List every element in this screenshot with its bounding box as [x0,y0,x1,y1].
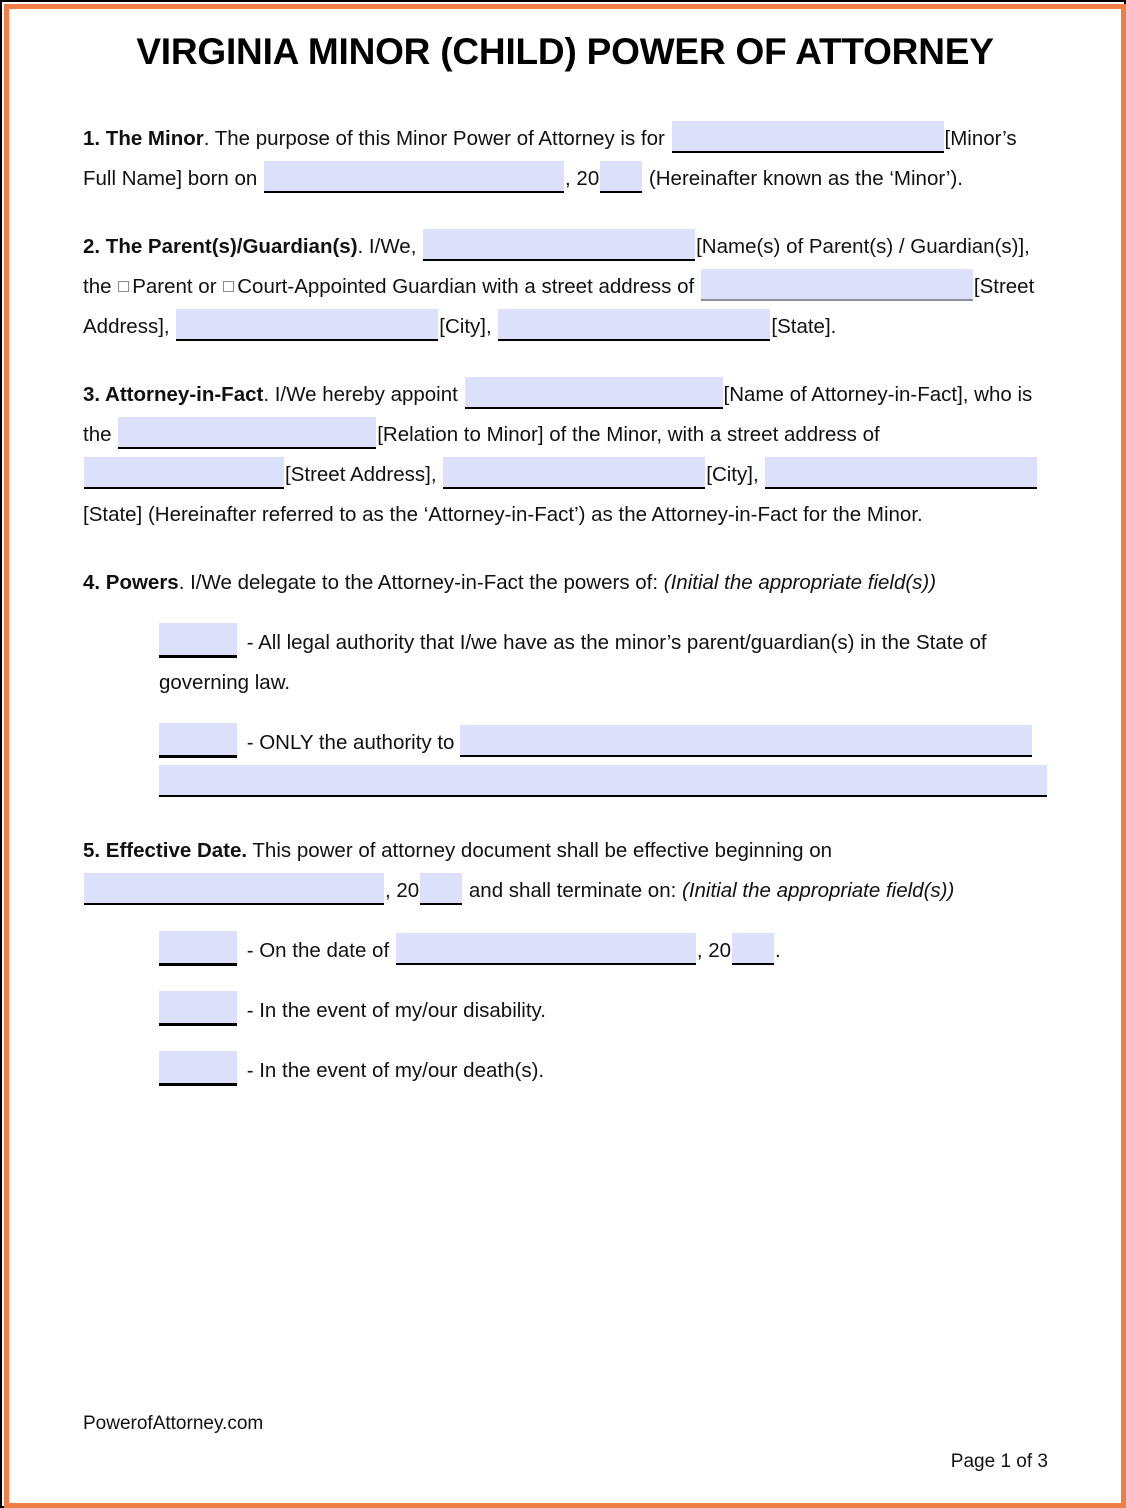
effective-year-field[interactable] [420,873,462,905]
section-effective-date-text-2: , 20 [385,879,420,902]
section-minor-text-4: (Hereinafter known as the ‘Minor’). [643,167,964,190]
checkbox-court-appointed-guardian[interactable] [223,281,234,292]
effective-date-initial-instruction: (Initial the appropriate field(s)) [682,879,955,902]
powers-only-authority-text-line-1[interactable] [460,725,1032,757]
parent-street-address-field[interactable] [701,269,973,301]
aif-street-address-field[interactable] [84,457,284,489]
powers-option-all-authority [83,623,1048,703]
termination-death-label: - In the event of my/our death(s). [241,1059,545,1082]
section-powers-heading: 4. Powers [83,571,179,594]
section-parents-heading: 2. The Parent(s)/Guardian(s) [83,235,358,258]
spacer [83,703,1048,723]
section-effective-date-paragraph [83,831,1048,911]
effective-date-field[interactable] [84,873,384,905]
document-content [83,119,1048,1091]
termination-option-death [83,1051,1048,1091]
minor-birth-year-field[interactable] [600,161,642,193]
spacer [83,1031,1048,1051]
section-aif-text-2: [Name of Attorney-in-Fact], who is the [83,383,1033,446]
termination-death-initial-field[interactable] [159,1051,237,1086]
powers-initial-instruction: (Initial the appropriate field(s)) [663,571,937,594]
section-parents-text-1: . I/We, [357,235,423,258]
powers-only-authority-line-2-row [83,763,1048,803]
section-aif-text-4: [Street Address], [285,463,443,486]
powers-all-authority-initial-field[interactable] [159,623,237,658]
section-aif-paragraph [83,375,1048,535]
spacer [83,971,1048,991]
powers-only-authority-text-line-2[interactable] [159,765,1047,797]
powers-option-only-authority [83,723,1048,763]
checkbox-parent[interactable] [118,281,129,292]
section-powers-paragraph [83,563,1048,603]
section-minor-text-2: [Minor’s Full Name] born on [83,127,1017,190]
section-powers-text-1: . I/We delegate to the Attorney-in-Fact the powers of: [178,571,664,594]
termination-year-field[interactable] [732,933,774,965]
parent-names-field[interactable] [423,229,695,261]
section-powers [83,563,1048,803]
minor-full-name-field[interactable] [672,121,944,153]
termination-on-date-initial-field[interactable] [159,931,237,966]
section-parents-text-2: [Name(s) of Parent(s) / Guardian(s)], the [83,235,1030,298]
section-attorney-in-fact [83,375,1048,535]
aif-city-field[interactable] [443,457,705,489]
footer-page-number: Page 1 of 3 [950,1451,1048,1472]
section-aif-text-1: . I/We hereby appoint [263,383,464,406]
section-aif-text-6: [State] (Hereinafter referred to as the ‘Attorney-in-Fact’) as the Attorney-in-Fact for the Minor. [83,503,923,526]
termination-date-field[interactable] [396,933,696,965]
parent-city-field[interactable] [176,309,438,341]
spacer [83,535,1048,563]
spacer [83,347,1048,375]
termination-disability-label: - In the event of my/our disability. [241,999,546,1022]
parent-state-field[interactable] [498,309,770,341]
section-effective-date-text-1: This power of attorney document shall be effective beginning on [247,839,833,862]
section-effective-date [83,831,1048,1091]
powers-only-authority-initial-field[interactable] [159,723,237,758]
page-body [9,9,1121,1503]
minor-birth-date-field[interactable] [264,161,564,193]
footer-site-link[interactable]: PowerofAttorney.com [83,1413,264,1434]
powers-option-only-label: - ONLY the authority to [241,731,461,754]
aif-relation-field[interactable] [118,417,376,449]
option-guardian-label: Court-Appointed Guardian with a street address of [237,275,700,298]
aif-state-field[interactable] [765,457,1037,489]
section-parents-text-3: [Street Address], [83,275,1035,338]
section-minor-text-3: , 20 [565,167,600,190]
termination-option-on-date [83,931,1048,971]
section-parents-text-5: [State]. [771,315,837,338]
powers-option-all-label: - All legal authority that I/we have as the minor’s parent/guardian(s) in the State of governing law. [159,631,987,694]
spacer [83,199,1048,227]
section-parents-text-4: [City], [439,315,498,338]
section-minor [83,119,1048,199]
page-border-orange [4,4,1126,1508]
section-parents-paragraph [83,227,1048,347]
termination-option-disability [83,991,1048,1031]
section-aif-text-3: [Relation to Minor] of the Minor, with a street address of [377,423,880,446]
section-minor-heading: 1. The Minor [83,127,204,150]
spacer [83,803,1048,831]
option-parent-label: Parent or [132,275,223,298]
termination-disability-initial-field[interactable] [159,991,237,1026]
section-effective-date-text-3: and shall terminate on: [463,879,682,902]
page-title: VIRGINIA MINOR (CHILD) POWER OF ATTORNEY [136,31,994,72]
section-parents-guardians [83,227,1048,347]
spacer [83,911,1048,931]
section-effective-date-heading: 5. Effective Date. [83,839,248,862]
spacer [83,603,1048,623]
termination-on-date-label-b: , 20 [696,939,732,962]
aif-name-field[interactable] [465,377,723,409]
section-minor-text-1: . The purpose of this Minor Power of Attorney is for [203,127,671,150]
section-minor-paragraph [83,119,1048,199]
termination-on-date-label-c: . [775,939,781,962]
termination-on-date-label-a: - On the date of [241,939,395,962]
section-aif-heading: 3. Attorney-in-Fact [83,383,264,406]
section-aif-text-5: [City], [706,463,765,486]
